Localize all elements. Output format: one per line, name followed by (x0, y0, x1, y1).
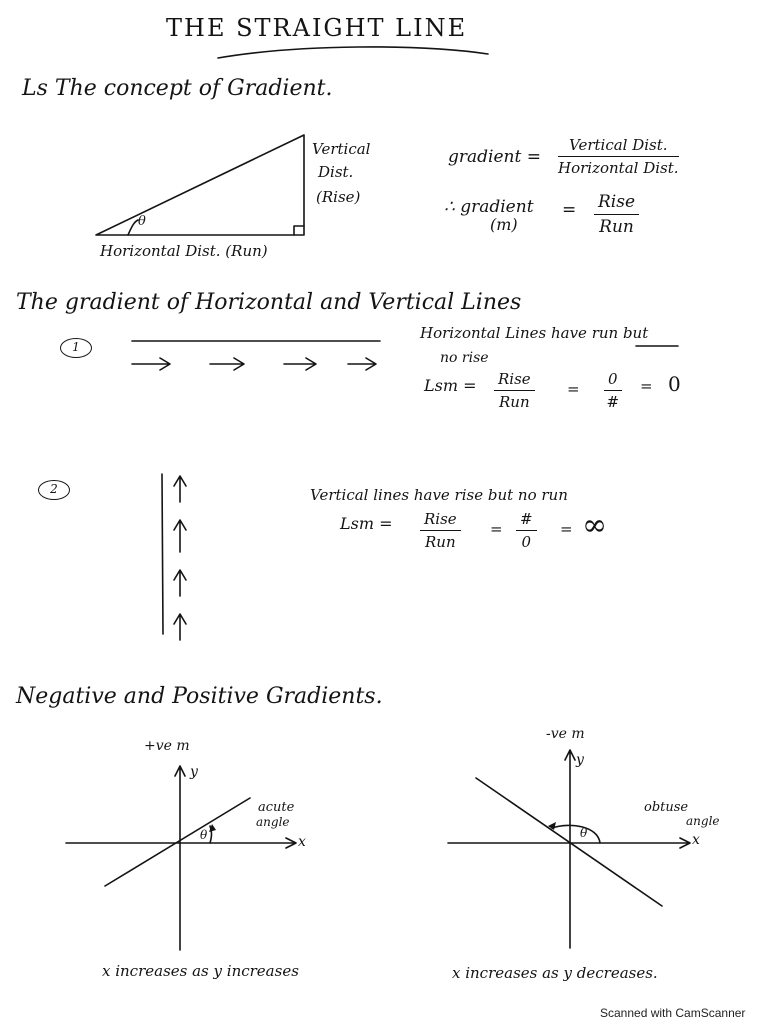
graph-right-line (476, 778, 662, 906)
item1-numerator: Rise (494, 370, 535, 391)
section-heading-horizontal-vertical: The gradient of Horizontal and Vertical Lines (16, 290, 522, 315)
graph-right-label: -ve m (546, 726, 585, 742)
item2-numerator: Rise (420, 510, 461, 531)
item2-eq2: = (560, 520, 573, 538)
graph-left-y-label: y (190, 764, 198, 780)
up-arrows (174, 476, 186, 640)
right-arrows (132, 358, 376, 370)
item1-marker: 1 (60, 338, 92, 358)
item2-formula-fraction (420, 510, 461, 551)
graph-right-angle-note2: angle (686, 814, 720, 828)
item1-numerator2: 0 (604, 370, 622, 391)
formula1-lhs: gradient = (448, 147, 541, 167)
graph-right-angle-note1: obtuse (644, 800, 689, 815)
page-title: THE STRAIGHT LINE (166, 14, 468, 42)
formula1-fraction (558, 136, 679, 177)
title-underline (218, 47, 488, 58)
graph-left-x-label: x (298, 834, 306, 850)
item1-eq2: = (640, 377, 653, 395)
section-heading-concept-of-gradient: Ls The concept of Gradient. (22, 76, 333, 101)
triangle-dist-label: Dist. (318, 163, 354, 181)
item1-eq1: = (567, 380, 580, 398)
graph-right-angle-arc (552, 825, 600, 843)
formula2-numerator: Rise (594, 192, 639, 215)
graph-right-theta: θ (580, 826, 588, 840)
section-heading-neg-pos-gradients: Negative and Positive Gradients. (16, 684, 383, 709)
item2-result: ∞ (582, 508, 607, 543)
vertical-line (162, 474, 163, 634)
item1-note-line2: no rise (440, 350, 489, 366)
formula1-denominator: Horizontal Dist. (558, 159, 679, 177)
item2-numerator2: # (516, 510, 537, 531)
right-triangle (96, 135, 304, 235)
item2-note: Vertical lines have rise but no run (310, 486, 568, 504)
triangle-vertical-label: Vertical (312, 140, 371, 158)
formula2-denominator: Run (599, 217, 634, 237)
item2-formula-lhs: Lsm = (340, 514, 393, 533)
theta-arc (128, 220, 138, 235)
graph-left-angle-note1: acute (258, 800, 295, 815)
item2-denominator: Run (425, 533, 456, 551)
camscanner-watermark: Scanned with CamScanner (600, 1006, 746, 1020)
item1-formula-fraction (494, 370, 535, 411)
item1-denominator: Run (499, 393, 530, 411)
formula1-numerator: Vertical Dist. (558, 136, 679, 157)
graph-right-axes (448, 750, 690, 948)
graph-left-line (105, 798, 250, 886)
formula2-eq: = (562, 200, 577, 220)
graph-left-theta: θ (200, 828, 208, 842)
right-angle-mark (294, 226, 304, 235)
graph-right-x-label: x (692, 832, 700, 848)
item2-denominator2: 0 (521, 533, 532, 551)
graph-left-label: +ve m (144, 738, 190, 754)
item2-marker: 2 (38, 480, 70, 500)
item1-denominator2: # (606, 393, 620, 411)
graph-right-y-label: y (576, 752, 584, 768)
formula2-lhs-sub: (m) (490, 215, 518, 234)
item1-formula-lhs: Lsm = (424, 376, 477, 395)
graph-left-angle-note2: angle (256, 815, 290, 829)
item1-result: 0 (668, 372, 681, 396)
triangle-horizontal-label: Horizontal Dist. (Run) (100, 242, 268, 260)
item2-fraction2 (516, 510, 537, 551)
graph-left-axes (66, 766, 296, 950)
item1-fraction2 (604, 370, 622, 411)
graph-right-caption: x increases as y decreases. (452, 964, 658, 982)
graph-left-caption: x increases as y increases (102, 962, 299, 980)
formula2-lhs: ∴ gradient (444, 197, 534, 217)
item1-note-line1: Horizontal Lines have run but (420, 324, 649, 342)
triangle-rise-label: (Rise) (316, 188, 361, 206)
item2-eq1: = (490, 520, 503, 538)
triangle-theta-label: θ (138, 214, 146, 229)
formula2-fraction (594, 192, 639, 237)
